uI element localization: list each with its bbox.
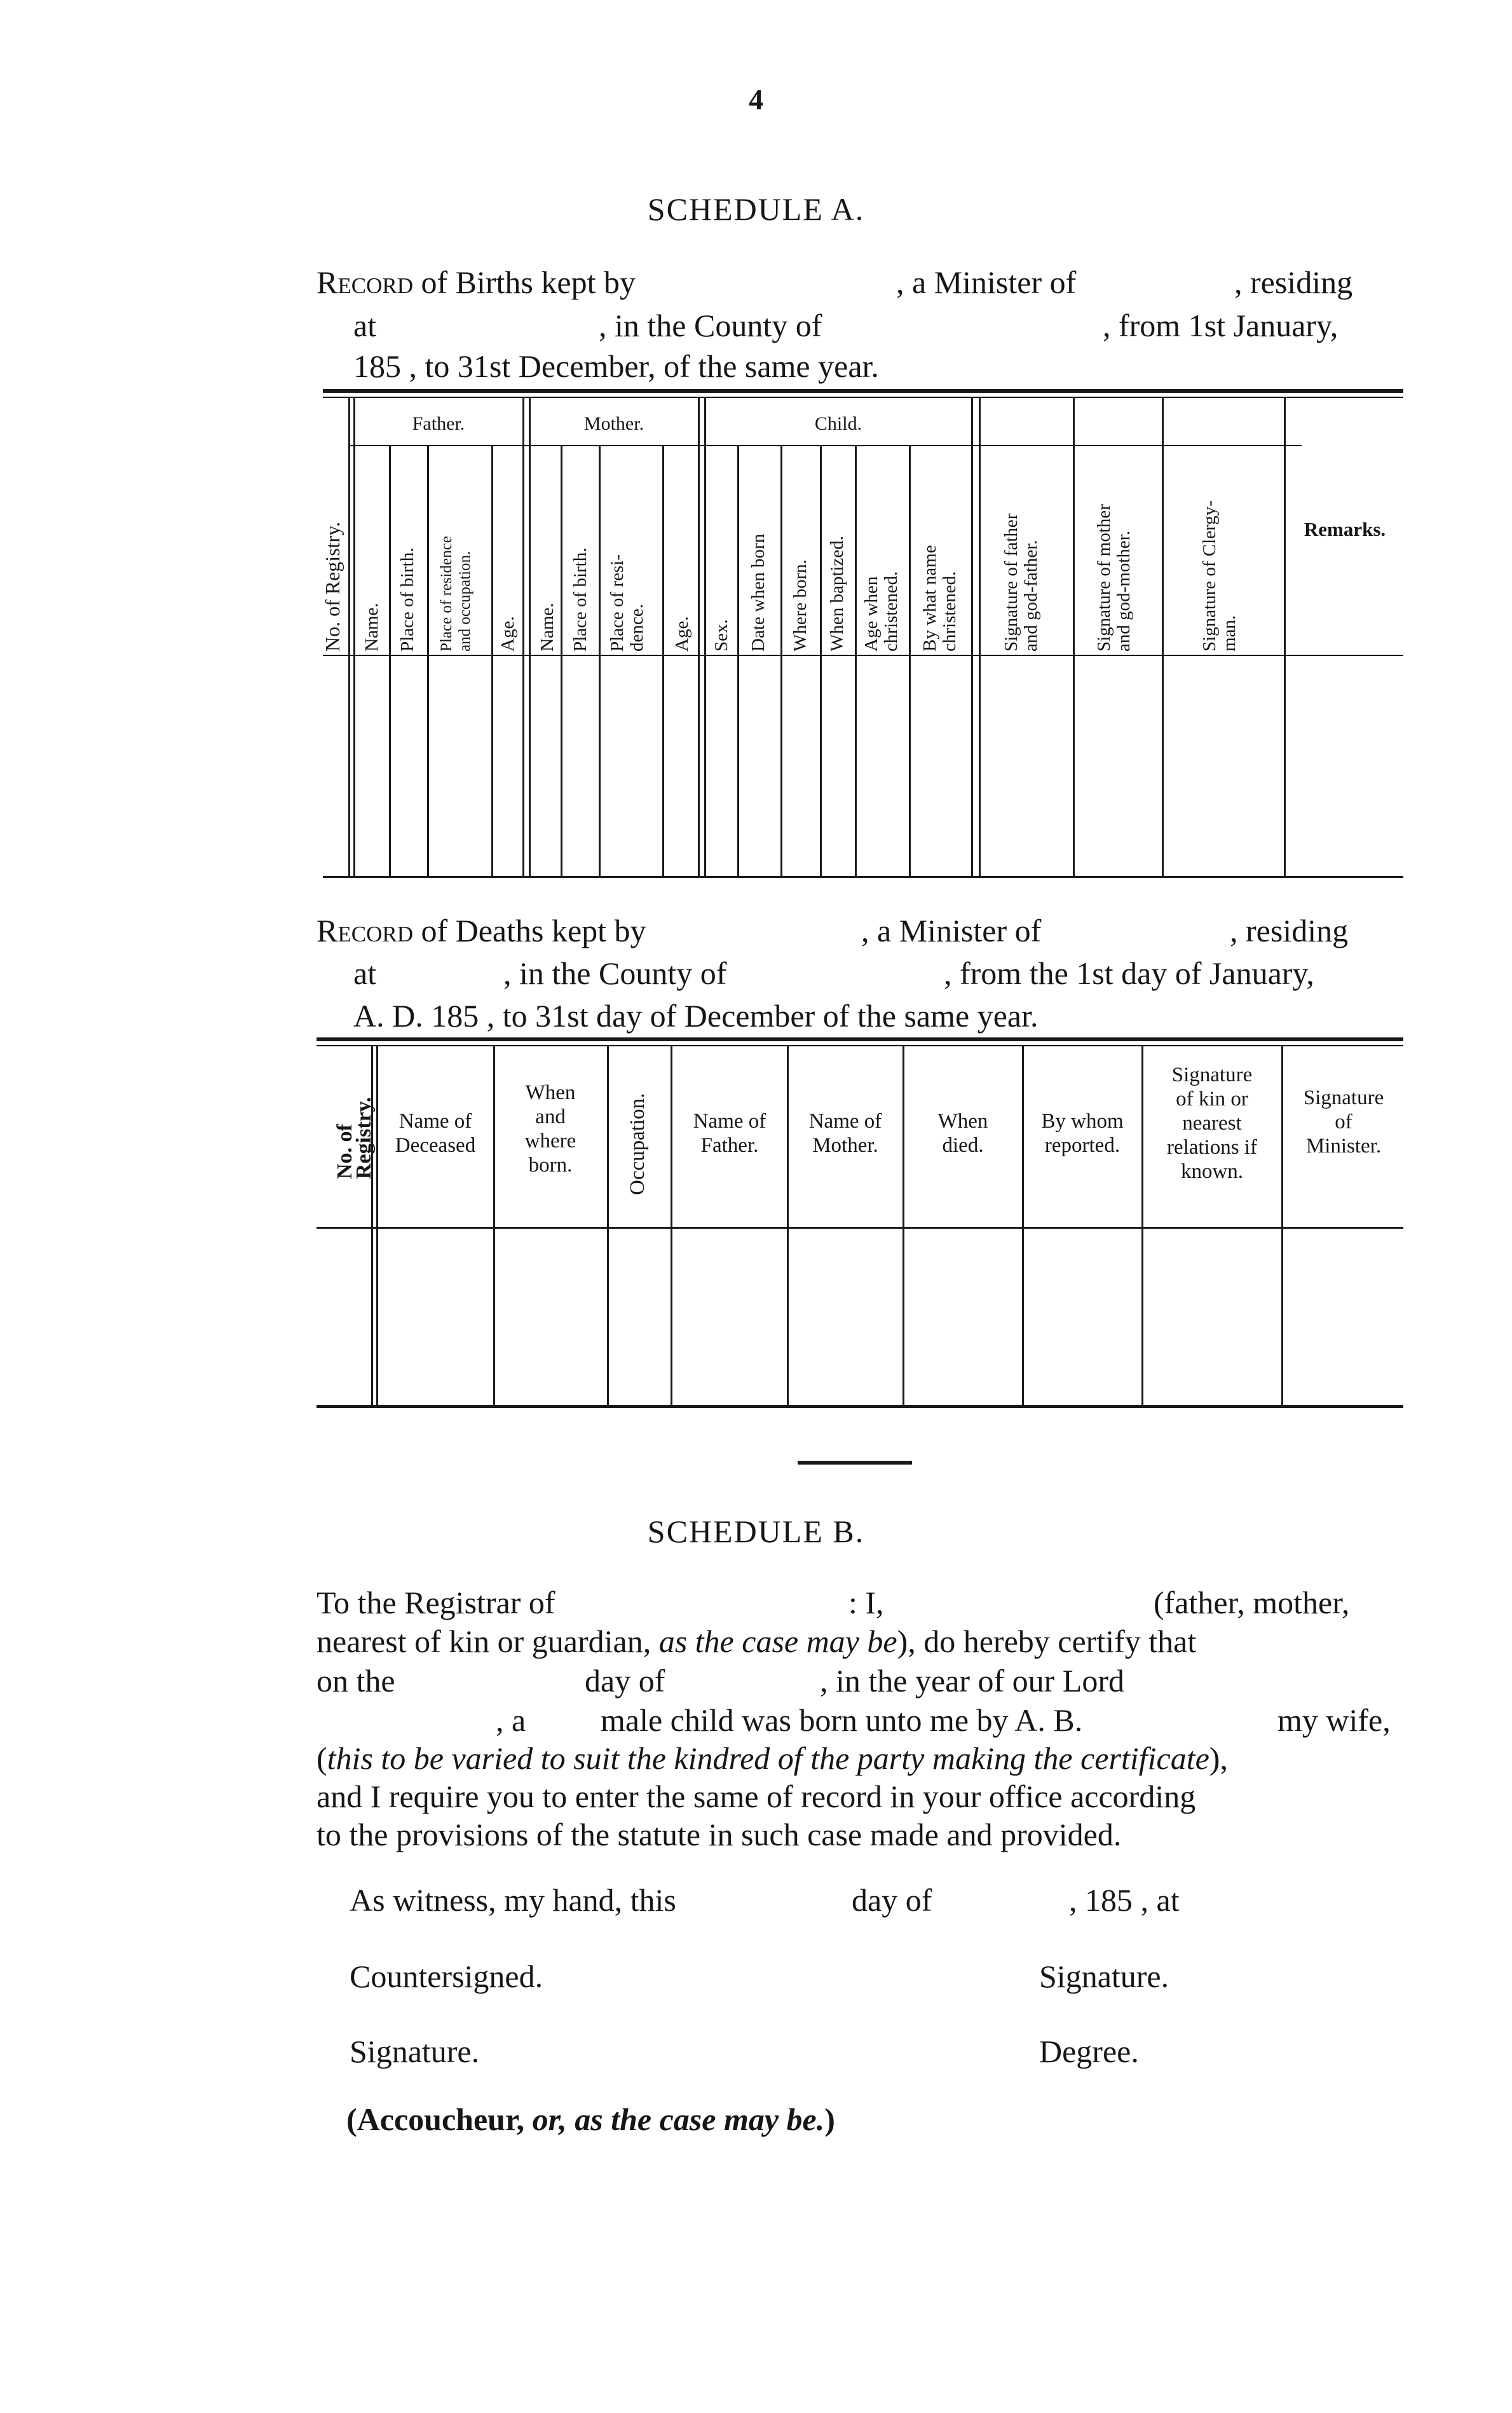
sb-accoucheur-italic: or, as the case may be. [532,2102,825,2137]
deaths-col-when-where-born [496,1081,605,1177]
child-group-heading: Child. [814,413,862,434]
col-mother-residence [608,554,647,652]
deaths-col-minister-line3: Minister. [1305,1135,1382,1158]
deaths-col-born-line1: When [525,1081,576,1104]
col-child-age-christened [862,571,901,652]
deaths-col-born-line4: born. [528,1154,573,1177]
births-county: , in the County of [599,308,822,343]
deaths-kept-by: of Deaths kept by [412,913,646,948]
deaths-residing: , residing [1230,913,1349,948]
sb-my-wife: my wife, [1277,1702,1391,1738]
births-from-date: , from 1st January, [1103,308,1338,343]
col-father-age: Age. [498,616,518,652]
sb-line-5-a: ( [317,1740,327,1776]
col-remarks: Remarks. [1304,518,1386,540]
col-registry: No. of Registry. [321,521,344,652]
deaths-col-kin-line4: relations if [1166,1136,1258,1159]
deaths-col-registry-line1: No. of [333,1124,357,1179]
col-mother-residence-line1: Place of resi- [607,554,627,652]
col-signature-clergy-line2: man. [1219,615,1239,652]
sb-witness-year: , 185 , at [1069,1882,1180,1918]
col-signature-clergy-line1: Signature of Clergy- [1199,500,1220,652]
deaths-table-bottom-rule [317,1405,1403,1408]
births-intro-line-1 [317,261,636,304]
sb-degree: Degree. [1039,2034,1139,2069]
deaths-col-registry-line2: Registry. [352,1097,376,1179]
sb-line-2-italic: as the case may be [658,1623,897,1659]
mother-group-heading: Mother. [583,413,644,434]
deaths-col-mother [789,1109,901,1158]
col-signature-father-line1: Signature of father [1001,513,1021,652]
deaths-at: at [353,955,377,991]
sb-line-7: to the provisions of the statute in such case made and provided. [317,1817,1122,1852]
col-mother-residence-line2: dence. [627,604,647,652]
col-signature-clergyman [1200,500,1239,652]
deaths-col-deceased-line2: Deceased [395,1134,476,1157]
sb-line-2-a: nearest of kin or guardian, [317,1623,659,1659]
deaths-col-registry [333,1097,376,1179]
births-table-top-rule [323,389,1403,393]
deaths-col-died-line2: died. [942,1134,984,1157]
deaths-col-father-line1: Name of [693,1110,766,1133]
deaths-col-minister-line2: of [1335,1111,1352,1133]
sb-witness-day-of: day of [852,1882,932,1918]
sb-signature-left: Signature. [350,2034,480,2069]
deaths-header-rule [317,1227,1403,1229]
col-signature-father [1002,514,1041,652]
sb-signature-right: Signature. [1039,1958,1169,1994]
col-child-when-baptized: When baptized. [827,536,847,652]
deaths-col-when-died [905,1109,1021,1158]
sb-accoucheur-a: (Accoucheur, [346,2102,533,2137]
col-signature-mother [1094,504,1134,652]
deaths-table-top-rule [317,1037,1403,1041]
col-father-name: Name. [362,603,382,652]
sb-on-the: on the [317,1663,395,1699]
deaths-col-kin-line3: nearest [1182,1112,1242,1135]
col-child-age-line1: Age when [861,576,882,652]
sb-year-of-lord: , in the year of our Lord [820,1663,1125,1699]
deaths-col-died-line1: When [937,1110,988,1133]
deaths-col-kin-line1: Signature [1171,1063,1253,1086]
deaths-county: , in the County of [503,955,727,991]
deaths-col-minister-signature [1284,1086,1403,1158]
deaths-col-born-line2: and [535,1105,566,1128]
births-residing: , residing [1234,264,1353,300]
deaths-col-father [674,1109,786,1158]
sb-i: : I, [848,1585,884,1620]
col-child-age-line2: christened. [881,571,901,652]
col-mother-name: Name. [537,603,557,652]
deaths-col-reported-line1: By whom [1041,1110,1124,1133]
deaths-col-father-line2: Father. [700,1134,759,1157]
births-to-date: 185 , to 31st December, of the same year. [353,348,879,384]
births-at: at [353,308,377,343]
deaths-col-born-line3: where [524,1130,576,1152]
sb-father-mother: (father, mother, [1154,1585,1350,1620]
sb-line-2-c: ), do hereby certify that [897,1623,1197,1659]
col-child-name-line1: By what name [920,545,940,652]
deaths-col-mother-line1: Name of [808,1110,882,1133]
deaths-col-kin-line2: of kin or [1176,1088,1248,1111]
sb-line-5 [317,1737,1228,1780]
col-child-where-born: Where born. [790,559,810,652]
sb-a: , a [496,1702,526,1738]
col-child-name-christened [920,545,960,652]
sb-line-5-c: ), [1209,1740,1228,1776]
father-group-heading: Father. [412,413,465,434]
page-number: 4 [749,83,763,116]
col-father-residence-line1: Place of residence [438,536,455,652]
births-kept-by: of Births kept by [412,264,636,300]
col-father-residence-line2: and occupation. [456,550,473,652]
col-father-residence [437,536,474,652]
sb-line-5-italic: this to be varied to suit the kindred of the party making the certificate [327,1740,1209,1776]
sb-line-2 [317,1620,1196,1663]
deaths-col-deceased [379,1109,492,1158]
sb-line-6: and I require you to enter the same of record in your office according [317,1779,1196,1814]
sb-countersigned: Countersigned. [350,1958,543,1994]
deaths-to-date: A. D. 185 , to 31st day of December of the same year. [353,998,1039,1034]
col-child-date-born: Date when born [748,533,768,652]
deaths-col-reported-by [1025,1109,1140,1158]
births-header-rule [323,655,1403,656]
sb-accoucheur-c: ) [824,2102,835,2137]
col-father-birthplace: Place of birth. [397,547,418,652]
col-mother-birthplace: Place of birth. [570,547,590,652]
record-word: Record [317,264,413,300]
births-minister-of: , a Minister of [896,264,1077,300]
sb-male-child: male child was born unto me by A. B. [601,1702,1083,1738]
births-table-top-rule-thin [323,397,1403,398]
col-child-name-line2: christened. [939,571,960,652]
col-signature-mother-line2: and god-mother. [1114,530,1134,652]
col-signature-mother-line1: Signature of mother [1094,504,1114,652]
section-separator [798,1461,912,1465]
schedule-a-title: SCHEDULE A. [647,191,865,227]
sb-day-of: day of [585,1663,665,1699]
deaths-col-minister-line1: Signature [1303,1086,1384,1109]
sb-accoucheur [346,2098,835,2141]
deaths-col-occupation: Occupation. [626,1093,649,1195]
col-signature-father-line2: and god-father. [1021,540,1041,652]
col-child-sex: Sex. [711,619,732,652]
deaths-col-mother-line2: Mother. [812,1134,878,1157]
deaths-col-reported-line2: reported. [1044,1134,1120,1157]
schedule-b-title: SCHEDULE B. [647,1514,865,1549]
deaths-col-kin-line5: known. [1180,1160,1244,1183]
deaths-minister-of: , a Minister of [861,913,1042,948]
deaths-intro-line-1 [317,909,646,952]
record-word-deaths: Record [317,913,413,948]
col-mother-age: Age. [672,616,692,652]
deaths-from-date: , from the 1st day of January, [944,955,1314,991]
sb-witness: As witness, my hand, this [350,1882,676,1918]
deaths-table-top-rule-thin [317,1045,1403,1046]
births-table-bottom-rule [323,876,1403,878]
sb-registrar-of: To the Registrar of [317,1585,555,1620]
deaths-col-deceased-line1: Name of [398,1110,472,1133]
deaths-col-kin-signature [1144,1063,1280,1184]
